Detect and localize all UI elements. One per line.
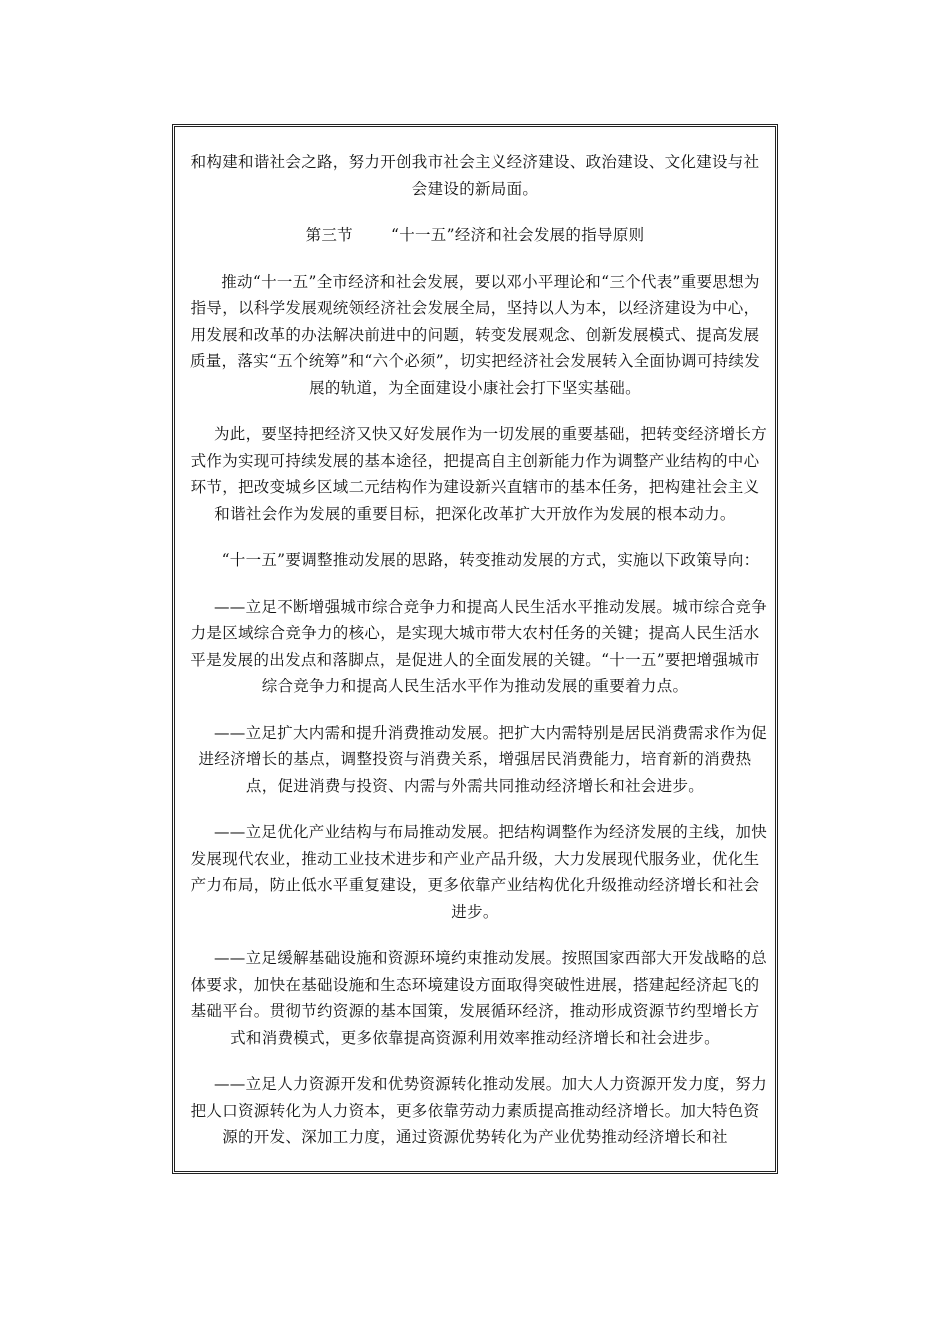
- paragraph-policy-intro: “十一五”要调整推动发展的思路，转变推动发展的方式，实施以下政策导向：: [221, 551, 760, 569]
- section-heading: [183, 222, 767, 249]
- document-frame: [172, 124, 778, 1174]
- paragraph-intro-continuation: 和构建和谐社会之路，努力开创我市社会主义经济建设、政治建设、文化建设与社会建设的新局面。: [190, 153, 760, 198]
- paragraph-policy-infrastructure: ——立足缓解基础设施和资源环境约束推动发展。按照国家西部大开发战略的总体要求，加快在基础设施和生态环境建设方面取得突破性进展，搭建起经济起飞的基础平台。贯彻节约资源的基本国策，发展循环经济，推动形成资源节约型增长方式和消费模式，更多依靠提高资源利用效率推动经济增长和社会进步。: [190, 949, 768, 1047]
- paragraph-guiding-thought: 推动“十一五”全市经济和社会发展，要以邓小平理论和“三个代表”重要思想为指导，以科学发展观统领经济社会发展全局，坚持以人为本，以经济建设为中心，用发展和改革的办法解决前进中的问题，转变发展观念、创新发展模式、提高发展质量，落实“五个统筹”和“六个必须”，切实把经济社会发展转入全面协调可持续发展的轨道，为全面建设小康社会打下坚实基础。: [189, 272, 761, 397]
- paragraph-policy-competitiveness: ——立足不断增强城市综合竞争力和提高人民生活水平推动发展。城市综合竞争力是区域综合竞争力的核心，是实现大城市带大农村任务的关键；提高人民生活水平是发展的出发点和落脚点，是促进人的全面发展的关键。“十一五”要把增强城市综合竞争力和提高人民生活水平作为推动发展的重要着力点。: [190, 597, 768, 695]
- document-body: [183, 149, 767, 1171]
- paragraph-policy-human-resources: ——立足人力资源开发和优势资源转化推动发展。加大人力资源开发力度，努力把人口资源转化为人力资本，更多依靠劳动力素质提高推动经济增长。加大特色资源的开发、深加工力度，通过资源优势转化为产业优势推动经济增长和社: [190, 1075, 768, 1146]
- section-title: “十一五”经济和社会发展的指导原则: [390, 226, 645, 244]
- paragraph-policy-industrial-structure: ——立足优化产业结构与布局推动发展。把结构调整作为经济发展的主线，加快发展现代农业，推动工业技术进步和产业产品升级，大力发展现代服务业，优化生产力布局，防止低水平重复建设，更多依靠产业结构优化升级推动经济增长和社会进步。: [190, 823, 768, 921]
- paragraph-policy-domestic-demand: ——立足扩大内需和提升消费推动发展。把扩大内需特别是居民消费需求作为促进经济增长的基点，调整投资与消费关系，增强居民消费能力，培育新的消费热点，促进消费与投资、内需与外需共同推动经济增长和社会进步。: [198, 723, 768, 795]
- section-number: 第三节: [305, 226, 353, 244]
- paragraph-priorities: 为此，要坚持把经济又快又好发展作为一切发展的重要基础，把转变经济增长方式作为实现可持续发展的基本途径，把提高自主创新能力作为调整产业结构的中心环节，把改变城乡区域二元结构作为建设新兴直辖市的基本任务，把构建社会主义和谐社会作为发展的重要目标，把深化改革扩大开放作为发展的根本动力。: [190, 425, 768, 523]
